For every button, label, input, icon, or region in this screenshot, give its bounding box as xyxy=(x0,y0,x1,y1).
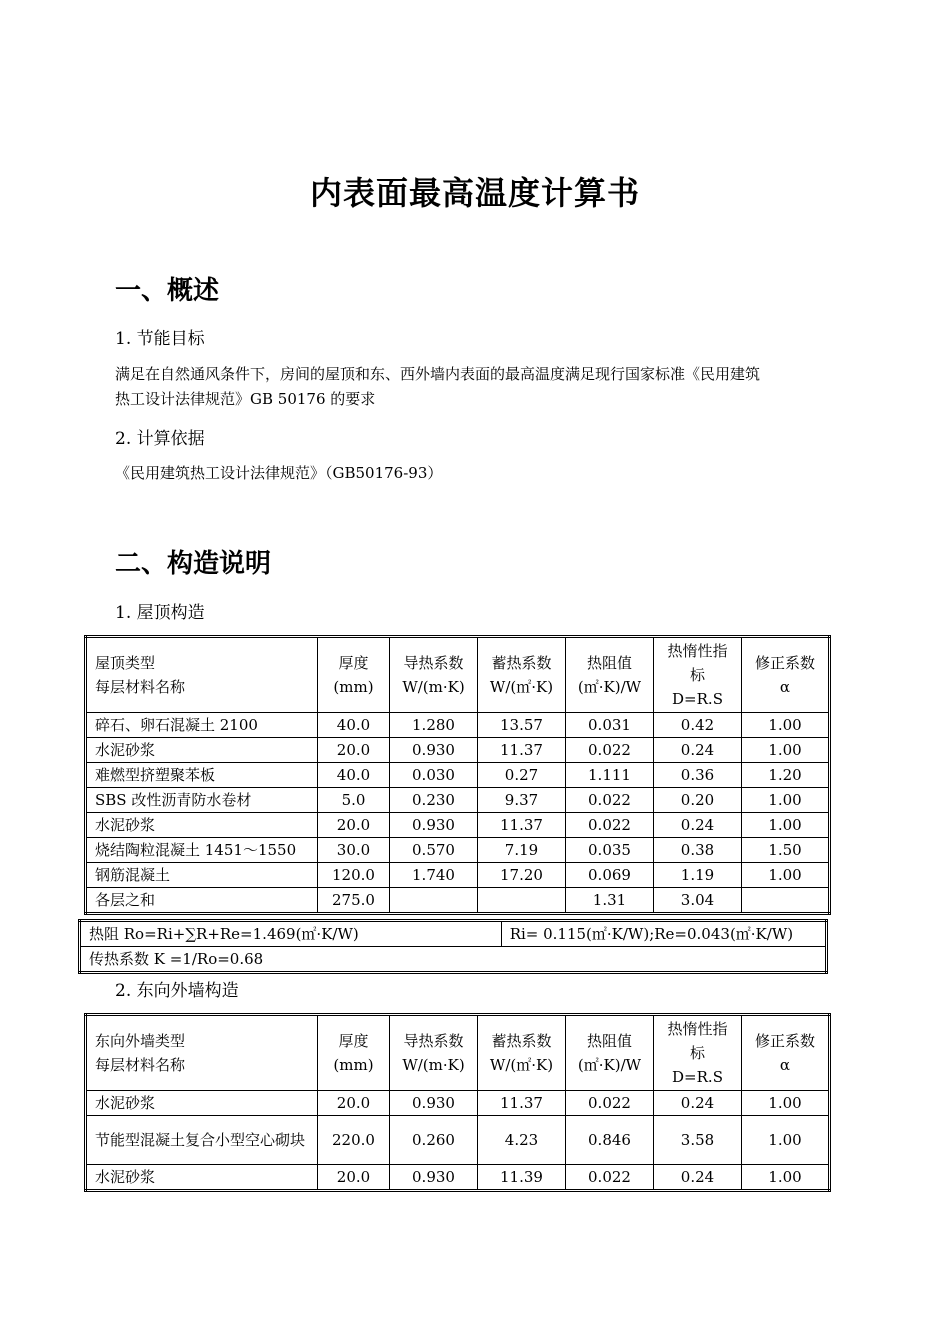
table-cell: 0.42 xyxy=(654,713,742,738)
surface-resistance-cell: Ri= 0.115(㎡·K/W);Re=0.043(㎡·K/W) xyxy=(501,921,826,947)
table-cell: 1.00 xyxy=(742,738,830,763)
table-cell: 3.04 xyxy=(654,888,742,914)
table-cell: 13.57 xyxy=(478,713,566,738)
header-text: 修正系数 xyxy=(754,654,815,672)
table-header-row xyxy=(86,637,830,713)
subheading-east-wall: 2. 东向外墙构造 xyxy=(115,981,239,1001)
table-cell: 11.37 xyxy=(478,813,566,838)
table-cell: 0.570 xyxy=(390,838,478,863)
header-text: α xyxy=(779,1056,791,1074)
table-cell: 20.0 xyxy=(318,1165,390,1191)
section-heading-construction: 二、构造说明 xyxy=(115,549,272,579)
table-row-total xyxy=(86,888,830,914)
table-cell: 0.24 xyxy=(654,1091,742,1116)
header-cell xyxy=(654,1015,742,1091)
table-cell: 0.022 xyxy=(566,813,654,838)
table-cell: 各层之和 xyxy=(86,888,318,914)
table-cell: 0.36 xyxy=(654,763,742,788)
table-cell: 3.58 xyxy=(654,1116,742,1165)
table-cell: 275.0 xyxy=(318,888,390,914)
header-text: 热阻值 xyxy=(586,1032,632,1050)
table-cell: 1.00 xyxy=(742,863,830,888)
table-row xyxy=(86,863,830,888)
header-text: (㎡·K)/W xyxy=(577,1056,642,1074)
header-text: W/(㎡·K) xyxy=(489,1056,554,1074)
table-cell: 1.19 xyxy=(654,863,742,888)
subheading-roof: 1. 屋顶构造 xyxy=(115,603,205,623)
table-cell: 0.022 xyxy=(566,1091,654,1116)
table-cell: 40.0 xyxy=(318,713,390,738)
table-cell: 0.260 xyxy=(390,1116,478,1165)
header-text: D=R.S xyxy=(672,1068,723,1086)
header-cell xyxy=(566,637,654,713)
paragraph-line: 满足在自然通风条件下，房间的屋顶和东、西外墙内表面的最高温度满足现行国家标准《民用建筑 xyxy=(115,365,761,383)
header-cell xyxy=(86,1015,318,1091)
table-cell: 0.230 xyxy=(390,788,478,813)
table-cell: 钢筋混凝土 xyxy=(86,863,318,888)
paragraph-energy-goal xyxy=(115,362,840,412)
header-text: 热阻值 xyxy=(586,654,632,672)
table-cell: 0.022 xyxy=(566,738,654,763)
header-text: 修正系数 xyxy=(754,1032,815,1050)
table-cell: 40.0 xyxy=(318,763,390,788)
table-cell: 0.022 xyxy=(566,788,654,813)
header-text: W/(㎡·K) xyxy=(489,678,554,696)
header-cell xyxy=(654,637,742,713)
table-row xyxy=(86,738,830,763)
table-cell: 1.111 xyxy=(566,763,654,788)
table-cell: 220.0 xyxy=(318,1116,390,1165)
header-text: W/(m·K) xyxy=(402,1056,465,1074)
table-cell: 30.0 xyxy=(318,838,390,863)
header-text: 东向外墙类型 xyxy=(95,1032,186,1050)
heat-transfer-coefficient-cell: 传热系数 K =1/Ro=0.68 xyxy=(80,947,827,973)
table-cell: 1.00 xyxy=(742,713,830,738)
header-text: D=R.S xyxy=(672,690,723,708)
table-cell: 0.030 xyxy=(390,763,478,788)
paragraph-calc-basis: 《民用建筑热工设计法律规范》（GB50176-93） xyxy=(115,464,443,482)
table-row xyxy=(80,921,827,947)
table-cell: 1.740 xyxy=(390,863,478,888)
table-cell: 1.50 xyxy=(742,838,830,863)
table-cell: 烧结陶粒混凝土 1451～1550 xyxy=(86,838,318,863)
table-cell: 11.37 xyxy=(478,1091,566,1116)
table-cell: 0.031 xyxy=(566,713,654,738)
table-cell: 1.31 xyxy=(566,888,654,914)
header-cell xyxy=(478,1015,566,1091)
table-cell xyxy=(390,888,478,914)
roof-summary-table xyxy=(78,919,828,974)
table-row xyxy=(86,788,830,813)
table-cell: 0.846 xyxy=(566,1116,654,1165)
table-cell xyxy=(742,888,830,914)
table-cell: 0.930 xyxy=(390,813,478,838)
table-cell: 0.035 xyxy=(566,838,654,863)
table-cell: 120.0 xyxy=(318,863,390,888)
subheading-energy-goal: 1. 节能目标 xyxy=(115,329,205,349)
header-cell xyxy=(318,1015,390,1091)
header-text: 屋顶类型 xyxy=(95,654,156,672)
table-header-row xyxy=(86,1015,830,1091)
table-row xyxy=(86,763,830,788)
header-text: 热惰性指 xyxy=(667,1020,728,1038)
header-cell xyxy=(478,637,566,713)
header-text: 导热系数 xyxy=(403,1032,464,1050)
section-heading-overview: 一、概述 xyxy=(115,276,220,306)
header-text: 蓄热系数 xyxy=(491,1032,552,1050)
table-cell: 17.20 xyxy=(478,863,566,888)
header-text: 标 xyxy=(689,666,705,684)
table-cell: 0.27 xyxy=(478,763,566,788)
table-cell: 节能型混凝土复合小型空心砌块 xyxy=(86,1116,318,1165)
table-cell: 9.37 xyxy=(478,788,566,813)
table-row xyxy=(80,947,827,973)
table-cell: 1.20 xyxy=(742,763,830,788)
table-cell: 0.069 xyxy=(566,863,654,888)
table-cell: SBS 改性沥青防水卷材 xyxy=(86,788,318,813)
table-row xyxy=(86,813,830,838)
table-row xyxy=(86,1091,830,1116)
header-cell xyxy=(566,1015,654,1091)
table-cell: 0.930 xyxy=(390,738,478,763)
header-cell xyxy=(318,637,390,713)
table-cell: 水泥砂浆 xyxy=(86,1091,318,1116)
header-text: α xyxy=(779,678,791,696)
table-cell: 0.930 xyxy=(390,1165,478,1191)
table-cell: 5.0 xyxy=(318,788,390,813)
header-text: 导热系数 xyxy=(403,654,464,672)
header-cell xyxy=(390,1015,478,1091)
table-cell: 0.930 xyxy=(390,1091,478,1116)
table-cell: 0.38 xyxy=(654,838,742,863)
table-cell: 水泥砂浆 xyxy=(86,813,318,838)
header-text: 厚度 xyxy=(338,1032,369,1050)
table-cell: 11.39 xyxy=(478,1165,566,1191)
table-cell: 碎石、卵石混凝土 2100 xyxy=(86,713,318,738)
table-row xyxy=(86,1116,830,1165)
table-cell xyxy=(478,888,566,914)
table-cell: 1.00 xyxy=(742,1165,830,1191)
table-cell: 水泥砂浆 xyxy=(86,1165,318,1191)
table-cell: 0.24 xyxy=(654,1165,742,1191)
table-cell: 4.23 xyxy=(478,1116,566,1165)
thermal-resistance-cell: 热阻 Ro=Ri+∑R+Re=1.469(㎡·K/W) xyxy=(80,921,502,947)
table-row xyxy=(86,1165,830,1191)
header-text: (mm) xyxy=(333,678,374,696)
table-cell: 0.24 xyxy=(654,813,742,838)
header-text: 热惰性指 xyxy=(667,642,728,660)
header-text: 每层材料名称 xyxy=(95,1056,186,1074)
header-text: 每层材料名称 xyxy=(95,678,186,696)
roof-construction-table xyxy=(84,635,831,915)
subheading-calc-basis: 2. 计算依据 xyxy=(115,429,205,449)
table-cell: 11.37 xyxy=(478,738,566,763)
table-cell: 1.00 xyxy=(742,788,830,813)
header-cell xyxy=(742,1015,830,1091)
table-cell: 0.022 xyxy=(566,1165,654,1191)
table-row xyxy=(86,713,830,738)
table-cell: 1.280 xyxy=(390,713,478,738)
page-title: 内表面最高温度计算书 xyxy=(309,174,640,212)
table-cell: 0.24 xyxy=(654,738,742,763)
header-text: 蓄热系数 xyxy=(491,654,552,672)
header-cell xyxy=(86,637,318,713)
table-cell: 1.00 xyxy=(742,1116,830,1165)
table-cell: 20.0 xyxy=(318,738,390,763)
table-cell: 1.00 xyxy=(742,1091,830,1116)
table-cell: 难燃型挤塑聚苯板 xyxy=(86,763,318,788)
table-cell: 20.0 xyxy=(318,813,390,838)
east-wall-construction-table xyxy=(84,1013,831,1192)
table-row xyxy=(86,838,830,863)
header-text: (mm) xyxy=(333,1056,374,1074)
table-cell: 1.00 xyxy=(742,813,830,838)
table-cell: 20.0 xyxy=(318,1091,390,1116)
header-text: W/(m·K) xyxy=(402,678,465,696)
table-cell: 0.20 xyxy=(654,788,742,813)
header-cell xyxy=(390,637,478,713)
header-text: (㎡·K)/W xyxy=(577,678,642,696)
header-text: 标 xyxy=(689,1044,705,1062)
header-text: 厚度 xyxy=(338,654,369,672)
table-cell: 水泥砂浆 xyxy=(86,738,318,763)
table-cell: 7.19 xyxy=(478,838,566,863)
header-cell xyxy=(742,637,830,713)
paragraph-line: 热工设计法律规范》GB 50176 的要求 xyxy=(115,390,376,408)
